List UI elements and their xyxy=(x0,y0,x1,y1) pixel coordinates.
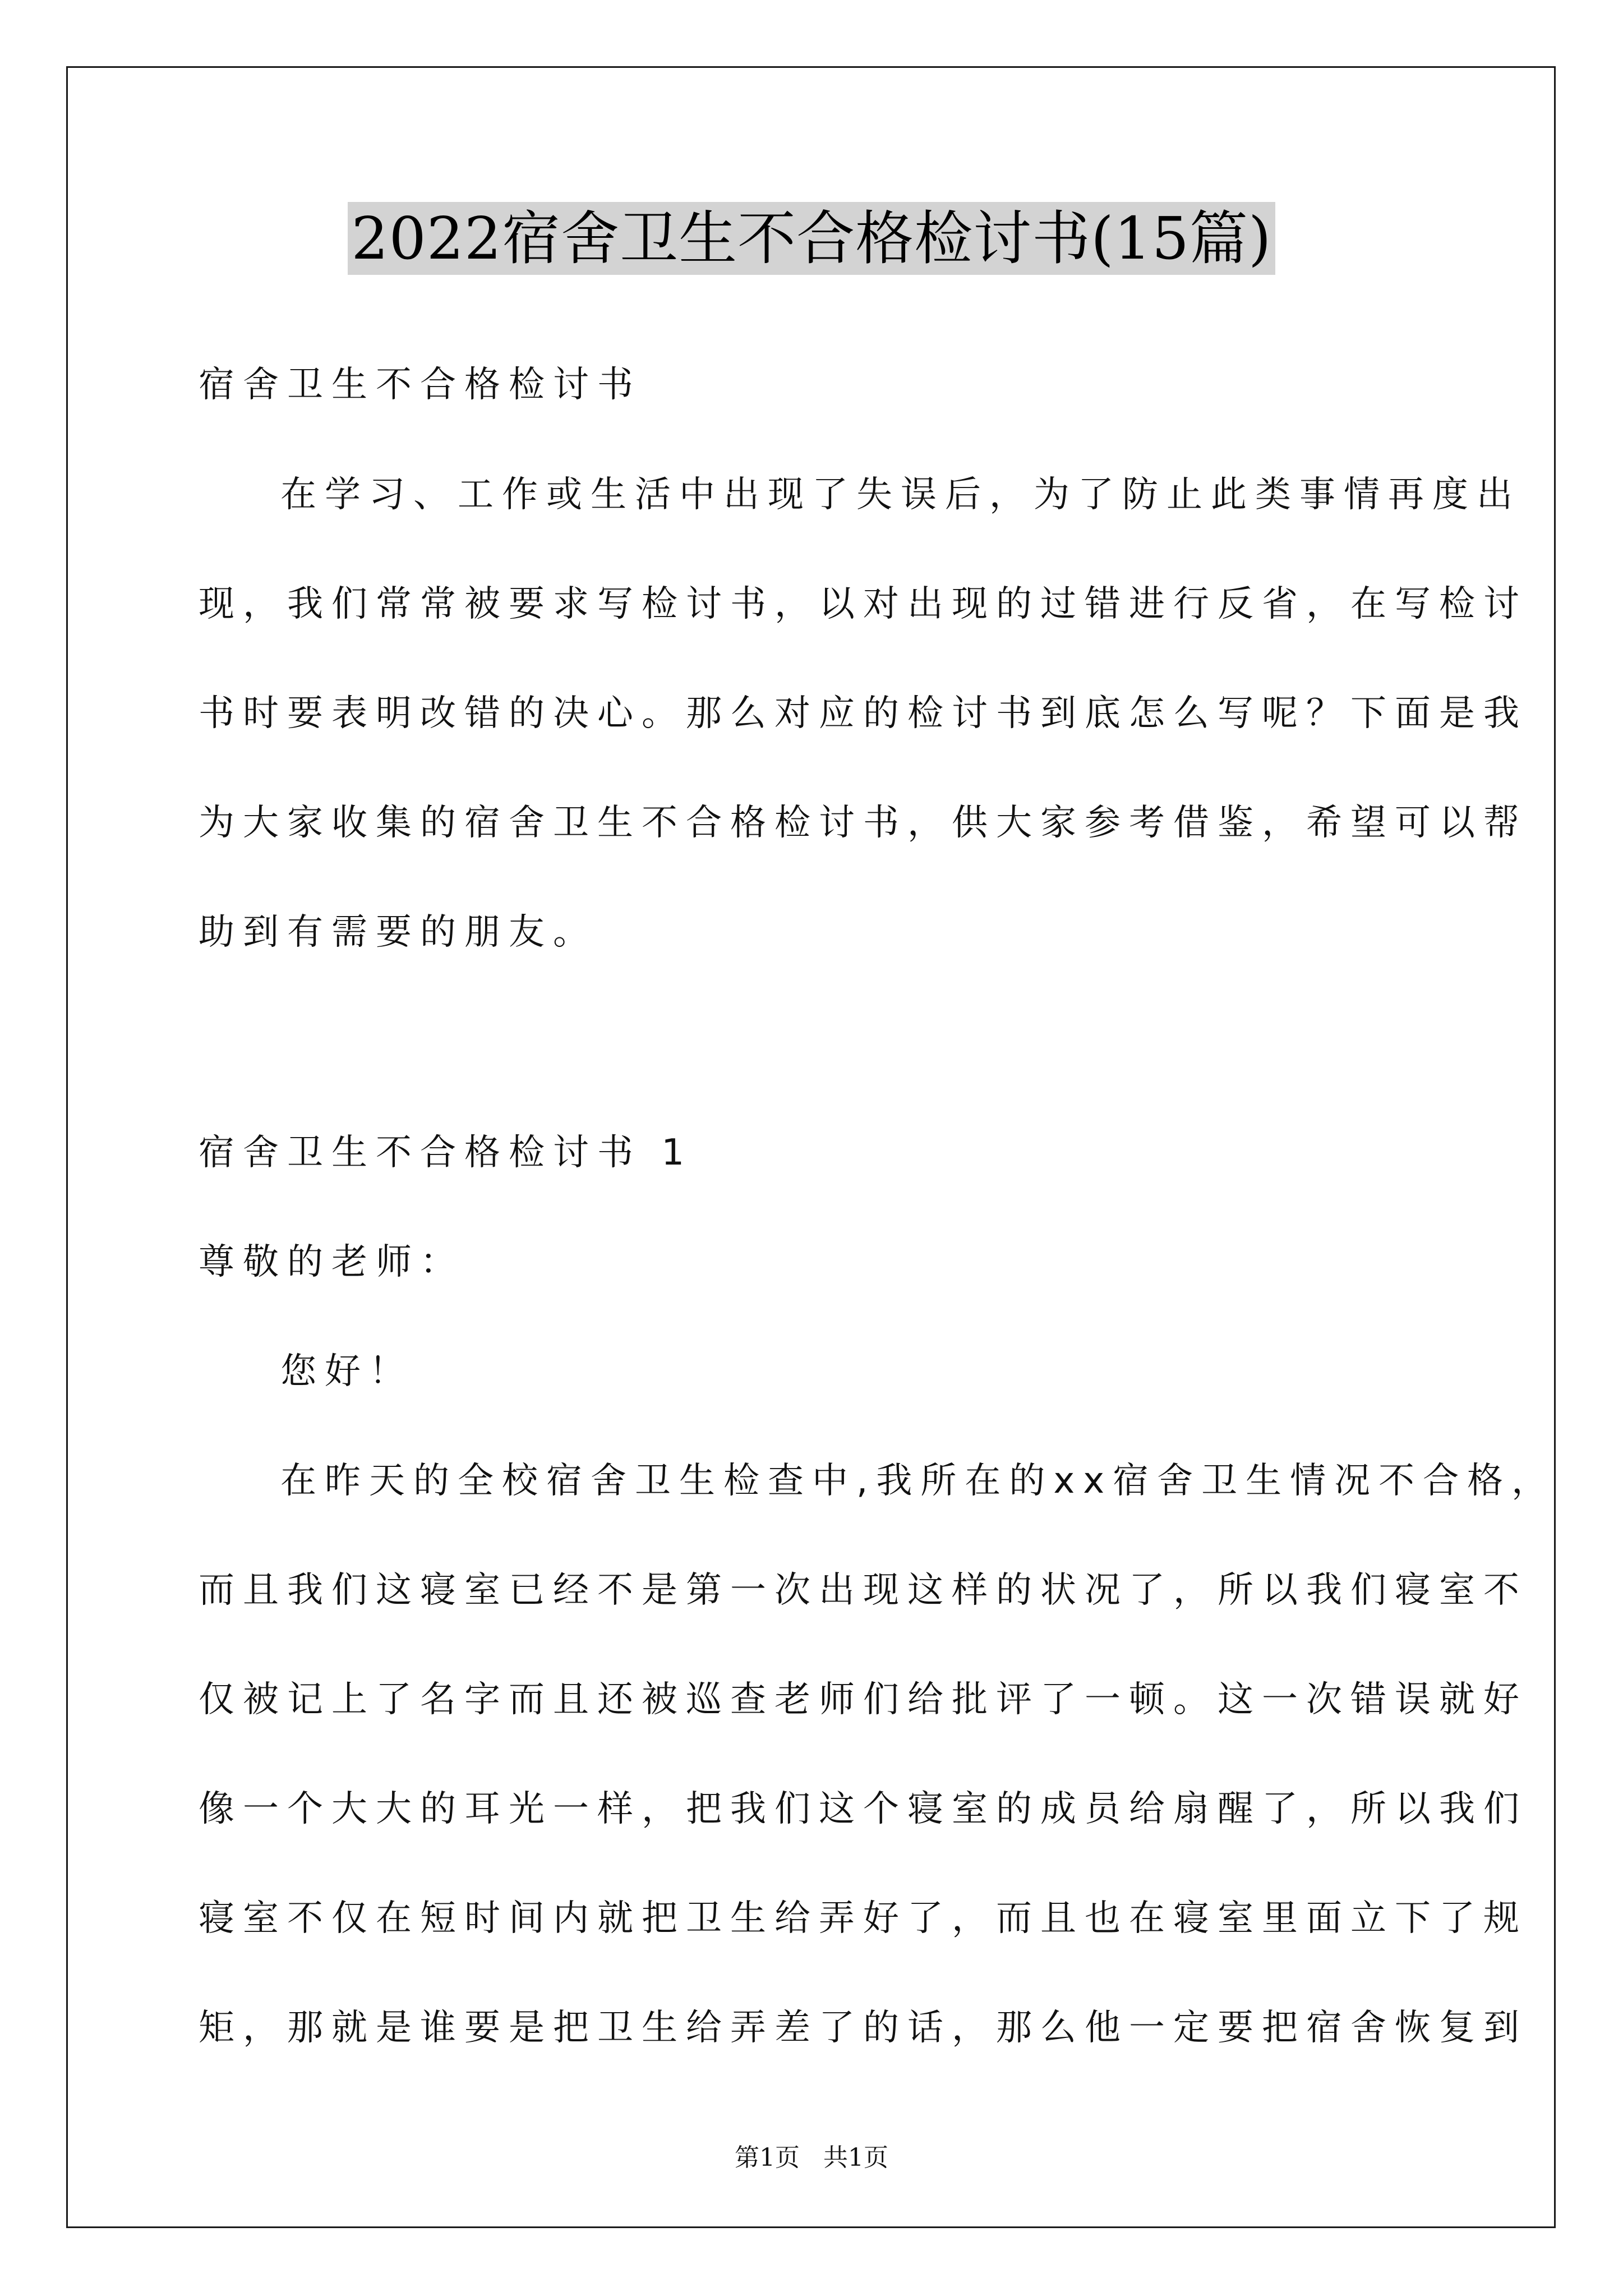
page-total: 共1页 xyxy=(823,2143,888,2172)
intro-paragraph-line: 现，我们常常被要求写检讨书，以对出现的过错进行反省，在写检讨 xyxy=(199,583,1528,625)
body-paragraph-line: 而且我们这寝室已经不是第一次出现这样的状况了，所以我们寝室不 xyxy=(199,1570,1528,1611)
salutation: 尊敬的老师： xyxy=(199,1241,464,1283)
body-paragraph-line: 矩，那就是谁要是把卫生给弄差了的话，那么他一定要把宿舍恢复到 xyxy=(199,2007,1528,2049)
intro-paragraph-line: 为大家收集的宿舍卫生不合格检讨书，供大家参考借鉴，希望可以帮 xyxy=(199,802,1528,844)
intro-heading: 宿舍卫生不合格检讨书 xyxy=(199,364,642,406)
intro-paragraph-line: 书时要表明改错的决心。那么对应的检讨书到底怎么写呢？下面是我 xyxy=(199,693,1528,734)
body-paragraph-line: 寝室不仅在短时间内就把卫生给弄好了，而且也在寝室里面立下了规 xyxy=(199,1898,1528,1939)
intro-paragraph-line: 助到有需要的朋友。 xyxy=(199,912,597,953)
greeting: 您好！ xyxy=(280,1351,413,1392)
page-footer xyxy=(0,2137,1623,2173)
body-paragraph-line: 在昨天的全校宿舍卫生检查中,我所在的xx宿舍卫生情况不合格， xyxy=(280,1460,1556,1502)
section-heading: 宿舍卫生不合格检讨书 1 xyxy=(199,1132,693,1174)
title-container xyxy=(0,202,1623,275)
intro-paragraph-line: 在学习、工作或生活中出现了失误后，为了防止此类事情再度出 xyxy=(280,474,1521,516)
body-paragraph-line: 仅被记上了名字而且还被巡查老师们给批评了一顿。这一次错误就好 xyxy=(199,1679,1528,1720)
body-paragraph-line: 像一个大大的耳光一样，把我们这个寝室的成员给扇醒了，所以我们 xyxy=(199,1788,1528,1830)
page-number: 第1页 xyxy=(735,2143,800,2172)
document-title: 2022宿舍卫生不合格检讨书(15篇) xyxy=(348,202,1275,275)
